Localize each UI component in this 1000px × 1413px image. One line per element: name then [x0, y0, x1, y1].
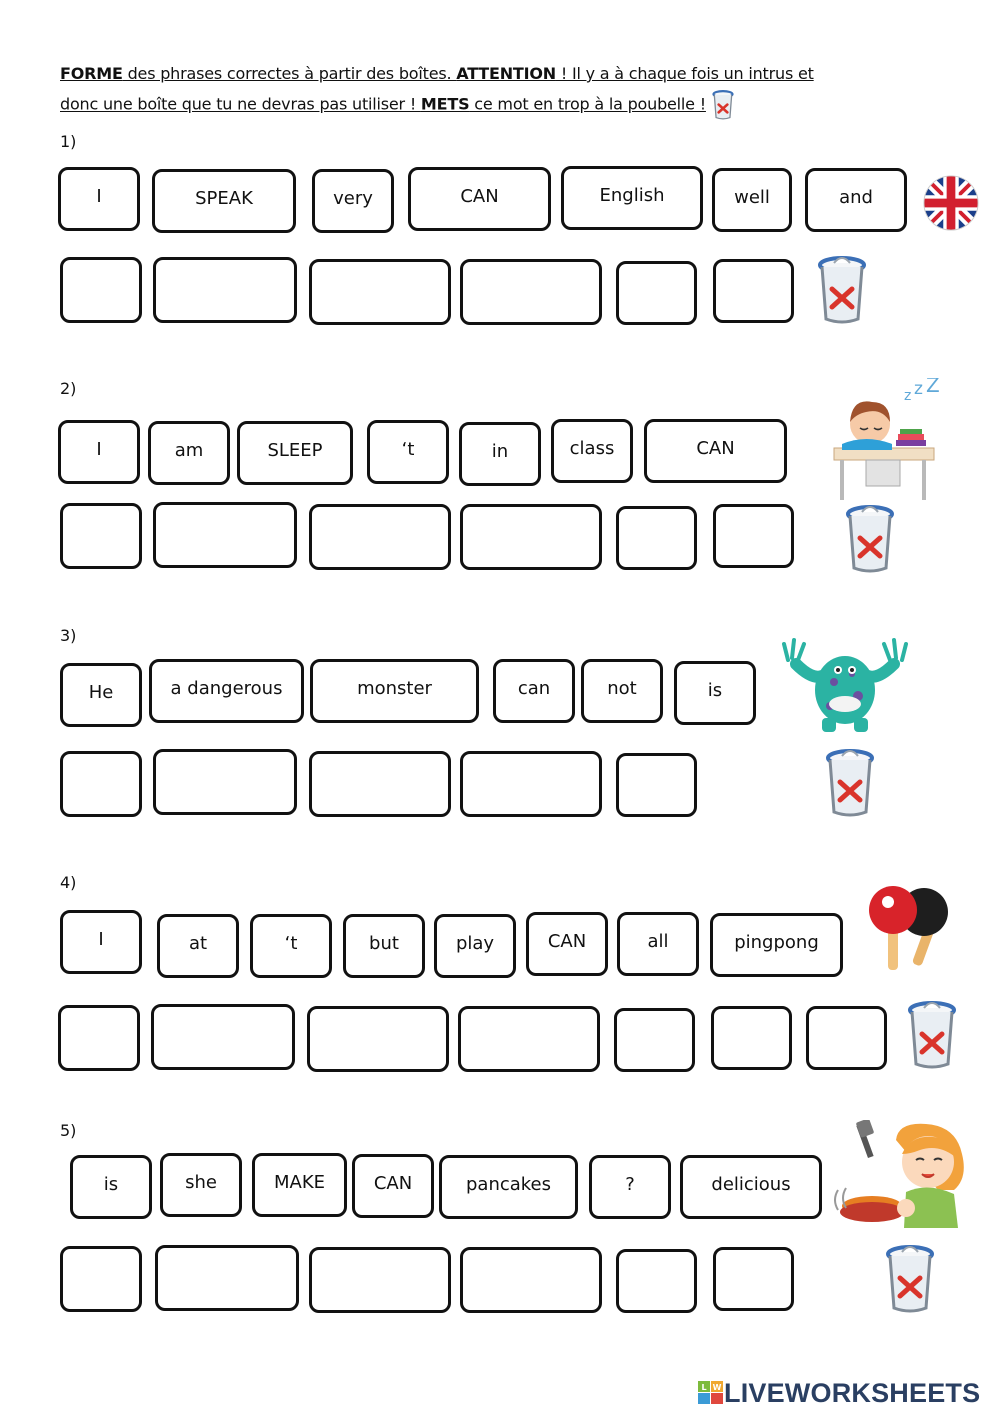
question-4-number: 4)	[60, 873, 77, 892]
word-box[interactable]: can	[493, 659, 575, 723]
svg-text:z: z	[904, 388, 912, 404]
answer-slot[interactable]	[806, 1006, 887, 1070]
girl-cooking-icon	[834, 1120, 984, 1228]
answer-slot[interactable]	[155, 1245, 299, 1311]
answer-slot[interactable]	[616, 753, 697, 817]
answer-slot[interactable]	[60, 1246, 142, 1312]
trash-bin-icon[interactable]	[902, 998, 962, 1072]
answer-slot[interactable]	[713, 504, 794, 568]
answer-slot[interactable]	[60, 503, 142, 569]
answer-slot[interactable]	[309, 751, 451, 817]
question-5-number: 5)	[60, 1121, 77, 1140]
answer-slot[interactable]	[60, 751, 142, 817]
instructions-text-2: ! Il y a à chaque fois un intrus et	[555, 64, 814, 83]
word-box[interactable]: monster	[310, 659, 479, 723]
liveworksheets-brand	[698, 1376, 980, 1410]
instructions-mets: METS	[420, 94, 470, 114]
answer-slot[interactable]	[711, 1006, 792, 1070]
question-3-number: 3)	[60, 626, 77, 645]
instructions-forme: FORME	[60, 64, 123, 83]
instructions-text-1: des phrases correctes à partir des boîtes.	[122, 64, 457, 83]
instructions-line-1	[60, 60, 920, 88]
word-box[interactable]: I	[58, 167, 140, 231]
instructions-line-2	[60, 88, 920, 122]
word-box[interactable]: and	[805, 168, 907, 232]
trash-bin-icon	[710, 88, 736, 122]
word-box[interactable]: CAN	[526, 912, 608, 976]
liveworksheets-logo-icon	[698, 1381, 724, 1405]
word-box[interactable]: delicious	[680, 1155, 822, 1219]
sleeping-student-icon	[826, 378, 944, 502]
word-box[interactable]: He	[60, 663, 142, 727]
svg-text:W: W	[712, 1383, 722, 1392]
word-box[interactable]: CAN	[408, 167, 551, 231]
word-box[interactable]: a dangerous	[149, 659, 304, 723]
word-box[interactable]: she	[160, 1153, 242, 1217]
word-box[interactable]: very	[312, 169, 394, 233]
word-box[interactable]: but	[343, 914, 425, 978]
instructions	[60, 60, 920, 122]
trash-bin-icon[interactable]	[820, 746, 880, 820]
uk-flag-icon	[922, 174, 980, 232]
pingpong-paddles-icon	[866, 884, 954, 976]
answer-slot[interactable]	[460, 259, 602, 325]
answer-slot[interactable]	[713, 1247, 794, 1311]
answer-slot[interactable]	[153, 257, 297, 323]
word-box[interactable]: ‘t	[250, 914, 332, 978]
answer-slot[interactable]	[460, 751, 602, 817]
word-box[interactable]: SPEAK	[152, 169, 296, 233]
answer-slot[interactable]	[616, 506, 697, 570]
word-box[interactable]: all	[617, 912, 699, 976]
answer-slot[interactable]	[153, 502, 297, 568]
answer-slot[interactable]	[309, 504, 451, 570]
answer-slot[interactable]	[614, 1008, 695, 1072]
word-box[interactable]: well	[712, 168, 792, 232]
answer-slot[interactable]	[309, 259, 451, 325]
svg-text:Z: Z	[926, 378, 940, 397]
word-box[interactable]: English	[561, 166, 703, 230]
trash-bin-icon[interactable]	[840, 502, 900, 576]
answer-slot[interactable]	[713, 259, 794, 323]
word-box[interactable]: pancakes	[439, 1155, 578, 1219]
svg-text:L: L	[701, 1383, 707, 1392]
word-box[interactable]: CAN	[644, 419, 787, 483]
answer-slot[interactable]	[309, 1247, 451, 1313]
question-2-number: 2)	[60, 379, 77, 398]
liveworksheets-text: LIVEWORKSHEETS	[724, 1377, 981, 1408]
word-box[interactable]: SLEEP	[237, 421, 353, 485]
instructions-attention: ATTENTION	[456, 64, 556, 83]
answer-slot[interactable]	[153, 749, 297, 815]
svg-text:z: z	[914, 379, 923, 399]
word-box[interactable]: is	[70, 1155, 152, 1219]
monster-icon	[782, 630, 908, 736]
word-box[interactable]: ?	[589, 1155, 671, 1219]
answer-slot[interactable]	[458, 1006, 600, 1072]
word-box[interactable]: is	[674, 661, 756, 725]
answer-slot[interactable]	[616, 261, 697, 325]
answer-slot[interactable]	[58, 1005, 140, 1071]
answer-slot[interactable]	[60, 257, 142, 323]
word-box[interactable]: in	[459, 422, 541, 486]
word-box[interactable]: MAKE	[252, 1153, 347, 1217]
word-box[interactable]: ‘t	[367, 420, 449, 484]
word-box[interactable]: am	[148, 421, 230, 485]
answer-slot[interactable]	[151, 1004, 295, 1070]
word-box[interactable]: play	[434, 914, 516, 978]
word-box[interactable]: CAN	[352, 1154, 434, 1218]
instructions-text-4: ce mot en trop à la poubelle !	[469, 94, 706, 114]
word-box[interactable]: pingpong	[710, 913, 843, 977]
question-1-number: 1)	[60, 132, 77, 151]
trash-bin-icon[interactable]	[880, 1242, 940, 1316]
answer-slot[interactable]	[460, 1247, 602, 1313]
trash-bin-icon[interactable]	[812, 253, 872, 327]
word-box[interactable]: class	[551, 419, 633, 483]
answer-slot[interactable]	[460, 504, 602, 570]
word-box[interactable]: I	[60, 910, 142, 974]
answer-slot[interactable]	[307, 1006, 449, 1072]
word-box[interactable]: I	[58, 420, 140, 484]
word-box[interactable]: at	[157, 914, 239, 978]
answer-slot[interactable]	[616, 1249, 697, 1313]
word-box[interactable]: not	[581, 659, 663, 723]
instructions-text-3: donc une boîte que tu ne devras pas utiliser !	[60, 94, 421, 114]
